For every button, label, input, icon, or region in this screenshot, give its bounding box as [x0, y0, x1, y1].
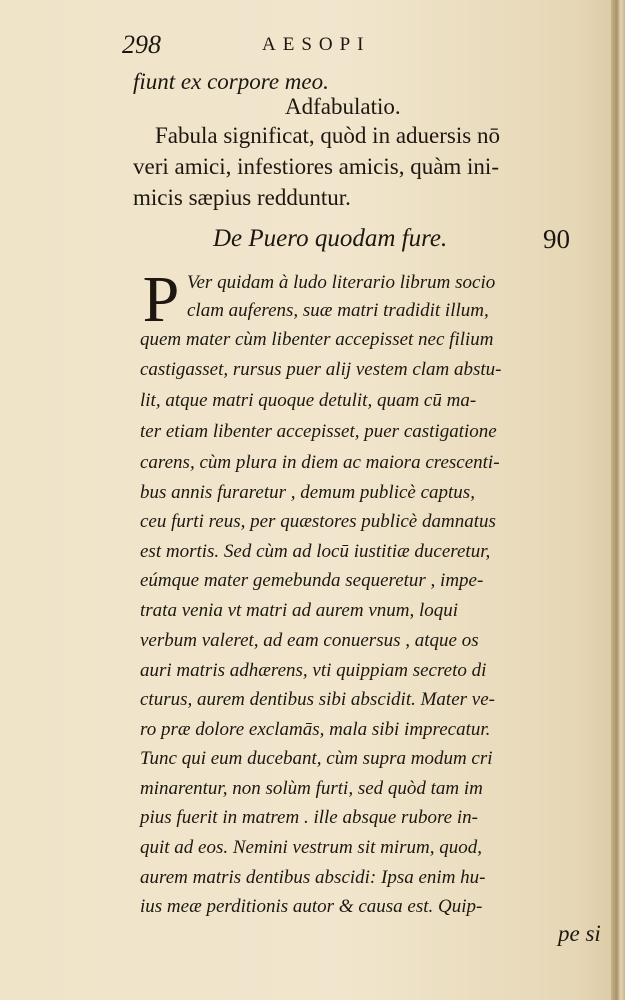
text-line: lit, atque matri quoque detulit, quam cū ma-	[140, 390, 477, 411]
text-line: bus annis furaretur , demum publicè captus,	[140, 482, 475, 503]
text-line: trata venia vt matri ad aurem vnum, loqui	[140, 600, 459, 621]
text-line: cturus, aurem dentibus sibi abscidit. Mater ve-	[140, 689, 495, 710]
text-line: ius meæ perditionis autor & causa est. Quip-	[140, 896, 483, 917]
text-line: ro præ dolore exclamās, mala sibi imprecatur.	[140, 719, 491, 740]
text-line: castigasset, rursus puer alij vestem clam abstu-	[140, 359, 502, 380]
moral-heading: Adfabulatio.	[285, 94, 401, 119]
text-line: auri matris adhærens, vti quippiam secreto di	[140, 660, 487, 681]
text-line: eúmque mater gemebunda sequeretur , impe-	[140, 570, 484, 591]
running-title: AESOPI	[262, 34, 371, 55]
text-line: clam auferens, suæ matri tradidit illum,	[187, 300, 489, 321]
text-line: quem mater cùm libenter accepisset nec filium	[140, 329, 494, 350]
text-line: pius fuerit in matrem . ille absque rubore in-	[140, 807, 478, 828]
text-line: aurem matris dentibus abscidi: Ipsa enim hu-	[140, 867, 486, 888]
text-line: quit ad eos. Nemini vestrum sit mirum, quod,	[140, 837, 482, 858]
fable-title: De Puero quodam fure.	[213, 225, 448, 252]
drop-cap: P	[142, 263, 180, 336]
moral-line: veri amici, infestiores amicis, quàm ini-	[133, 154, 499, 179]
page-number: 298	[122, 30, 161, 59]
text-line: carens, cùm plura in diem ac maiora crescenti-	[140, 452, 500, 473]
continuation-line: fiunt ex corpore meo.	[133, 69, 329, 94]
text-line: minarentur, non solùm furti, sed quòd tam im	[140, 778, 483, 799]
moral-line: Fabula significat, quòd in aduersis nō	[155, 123, 500, 148]
text-line: Ver quidam à ludo literario librum socio	[187, 272, 496, 293]
catchword: pe si	[558, 921, 601, 946]
fable-number: 90	[543, 224, 570, 254]
text-line: ceu furti reus, per quæstores publicè damnatus	[140, 511, 496, 532]
text-line: verbum valeret, ad eam conuersus , atque os	[140, 630, 479, 651]
moral-line: micis sæpius redduntur.	[133, 185, 351, 210]
text-line: ter etiam libenter accepisset, puer castigatione	[140, 421, 497, 442]
text-line: Tunc qui eum ducebant, cùm supra modum cri	[140, 748, 493, 769]
text-line: est mortis. Sed cùm ad locū iustitiæ duceretur,	[140, 541, 491, 562]
